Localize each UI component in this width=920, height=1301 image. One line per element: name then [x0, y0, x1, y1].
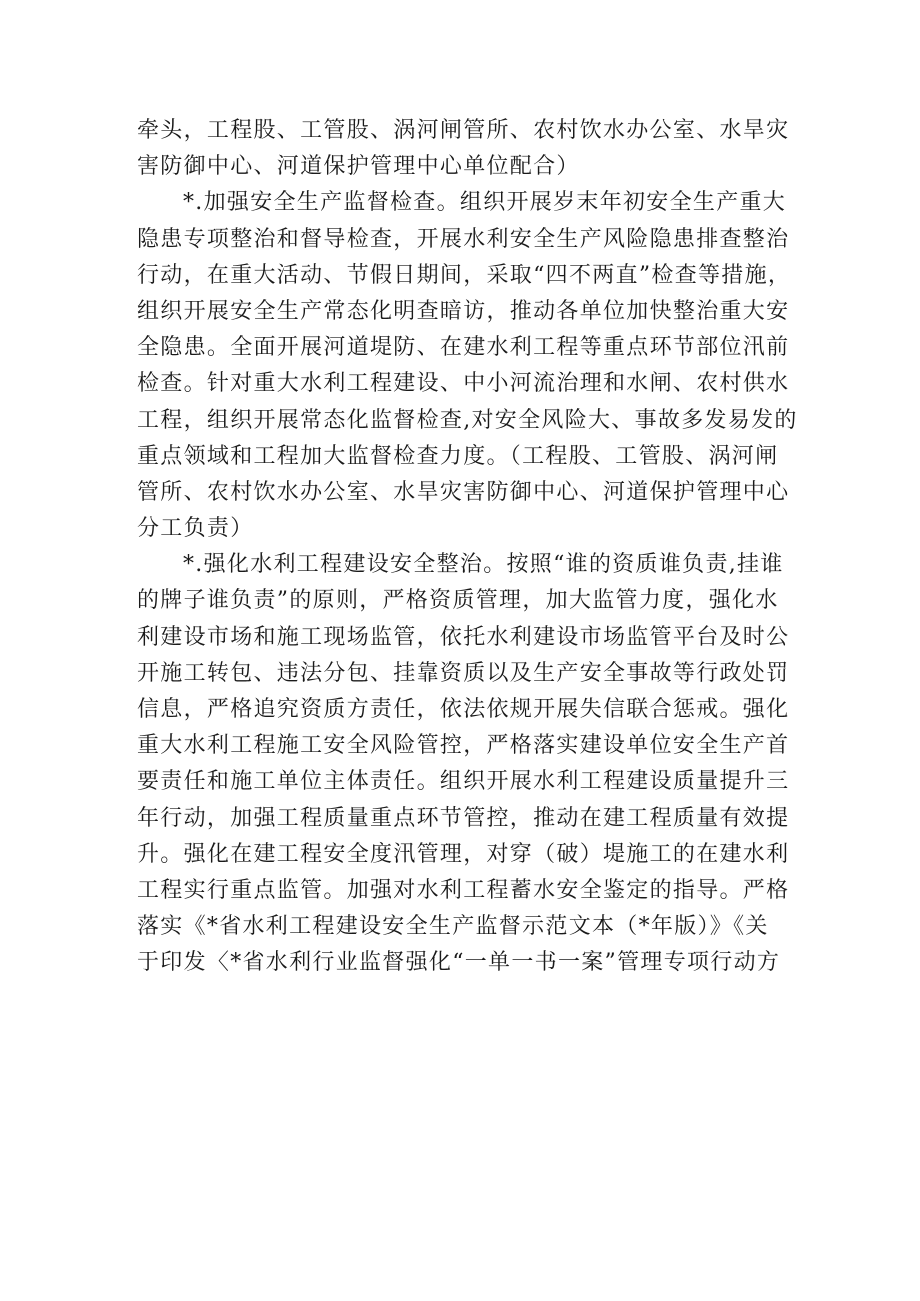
text-line: 升。强化在建工程安全度汛管理，对穿（破）堤施工的在建水利 — [137, 841, 790, 867]
text-line: 年行动，加强工程质量重点环节管控，推动在建工程质量有效提 — [137, 805, 790, 831]
text-line: 全隐患。全面开展河道堤防、在建水利工程等重点环节部位汛前 — [137, 335, 790, 361]
text-line: 检查。针对重大水利工程建设、中小河流治理和水闸、农村供水 — [137, 371, 790, 397]
text-line: 的牌子谁负责”的原则，严格资质管理，加大监管力度，强化水 — [137, 588, 779, 614]
text-line: 落实《*省水利工程建设安全生产监督示范文本（*年版）》《关 — [137, 914, 769, 940]
paragraph-start-line: *.加强安全生产监督检查。组织开展岁末年初安全生产重大 — [183, 190, 787, 216]
text-line: 组织开展安全生产常态化明查暗访，推动各单位加快整治重大安 — [137, 298, 790, 324]
text-line: 隐患专项整治和督导检查，开展水利安全生产风险隐患排查整治 — [137, 226, 790, 252]
paragraph-start-line: *.强化水利工程建设安全整治。按照“谁的资质谁负责,挂谁 — [183, 552, 784, 578]
text-line: 害防御中心、河道保护管理中心单位配合） — [137, 154, 580, 180]
text-line: 要责任和施工单位主体责任。组织开展水利工程建设质量提升三 — [137, 769, 790, 795]
text-line: 重大水利工程施工安全风险管控，严格落实建设单位安全生产首 — [137, 733, 790, 759]
text-line: 重点领域和工程加大监督检查力度。（工程股、工管股、涡河闸 — [137, 443, 779, 469]
text-line: 工程，组织开展常态化监督检查,对安全风险大、事故多发易发的 — [137, 407, 798, 433]
text-line: 利建设市场和施工现场监管，依托水利建设市场监管平台及时公 — [137, 624, 790, 650]
text-line: 牵头，工程股、工管股、涡河闸管所、农村饮水办公室、水旱灾 — [137, 118, 790, 143]
text-line: 行动，在重大活动、节假日期间，采取“四不两直”检查等措施， — [137, 262, 792, 288]
text-line: 信息，严格追究资质方责任，依法依规开展失信联合惩戒。强化 — [137, 697, 790, 722]
document-body — [137, 113, 797, 982]
text-line: 管所、农村饮水办公室、水旱灾害防御中心、河道保护管理中心 — [137, 479, 790, 505]
text-line: 分工负责） — [137, 516, 254, 542]
text-line: 于印发〈*省水利行业监督强化“一单一书一案”管理专项行动方 — [137, 950, 781, 976]
text-line: 开施工转包、违法分包、挂靠资质以及生产安全事故等行政处罚 — [137, 660, 790, 686]
text-line: 工程实行重点监管。加强对水利工程蓄水安全鉴定的指导。严格 — [137, 877, 790, 903]
